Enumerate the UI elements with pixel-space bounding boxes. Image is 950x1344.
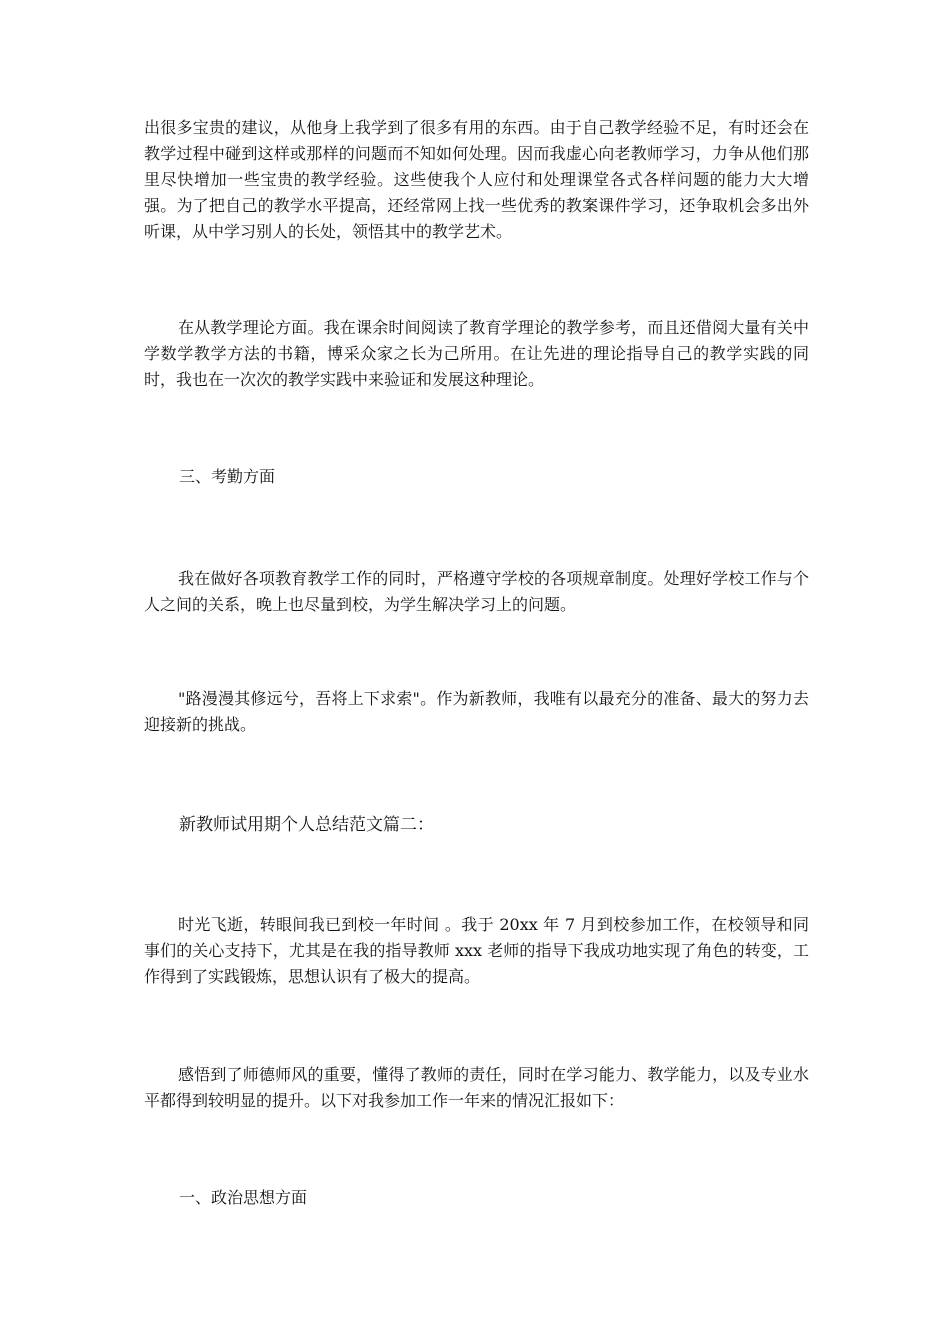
paragraph-teaching-experience: 出很多宝贵的建议，从他身上我学到了很多有用的东西。由于自己教学经验不足，有时还会在教学过程中碰到这样或那样的问题而不知如何处理。因而我虚心向老教师学习，力争从他们那里尽快增加一些宝贵的教学经验。这些使我个人应付和处理课堂各式各样问题的能力大大增强。为了把自己的教学水平提高，还经常网上找一些优秀的教案课件学习，还争取机会多出外听课，从中学习别人的长处，领悟其中的教学艺术。 (144, 118, 809, 241)
paragraph-one-year-summary: 时光飞逝，转眼间我已到校一年时间 。我于 20xx 年 7 月到校参加工作，在校领导和同事们的关心支持下，尤其是在我的指导教师 xxx 老师的指导下我成功地实现了角色的转变，工作得到了实践锻炼，思想认识有了极大的提高。 (144, 915, 809, 986)
paragraph-attendance: 我在做好各项教育教学工作的同时，严格遵守学校的各项规章制度。处理好学校工作与个人之间的关系，晚上也尽量到校，为学生解决学习上的问题。 (144, 569, 809, 614)
paragraph-quote: "路漫漫其修远兮，吾将上下求索"。作为新教师，我唯有以最充分的准备、最大的努力去迎接新的挑战。 (144, 689, 809, 734)
section-heading-political-thought: 一、政治思想方面 (179, 1188, 308, 1207)
article-title-part-two: 新教师试用期个人总结范文篇二： (179, 815, 434, 835)
paragraph-growth: 感悟到了师德师风的重要，懂得了教师的责任，同时在学习能力、教学能力，以及专业水平都得到较明显的提升。以下对我参加工作一年来的情况汇报如下： (144, 1065, 809, 1110)
paragraph-teaching-theory: 在从教学理论方面。我在课余时间阅读了教育学理论的教学参考，而且还借阅大量有关中学数学教学方法的书籍，博采众家之长为己所用。在让先进的理论指导自己的教学实践的同时，我也在一次次的教学实践中来验证和发展这种理论。 (144, 318, 809, 389)
section-heading-attendance: 三、考勤方面 (179, 467, 276, 486)
